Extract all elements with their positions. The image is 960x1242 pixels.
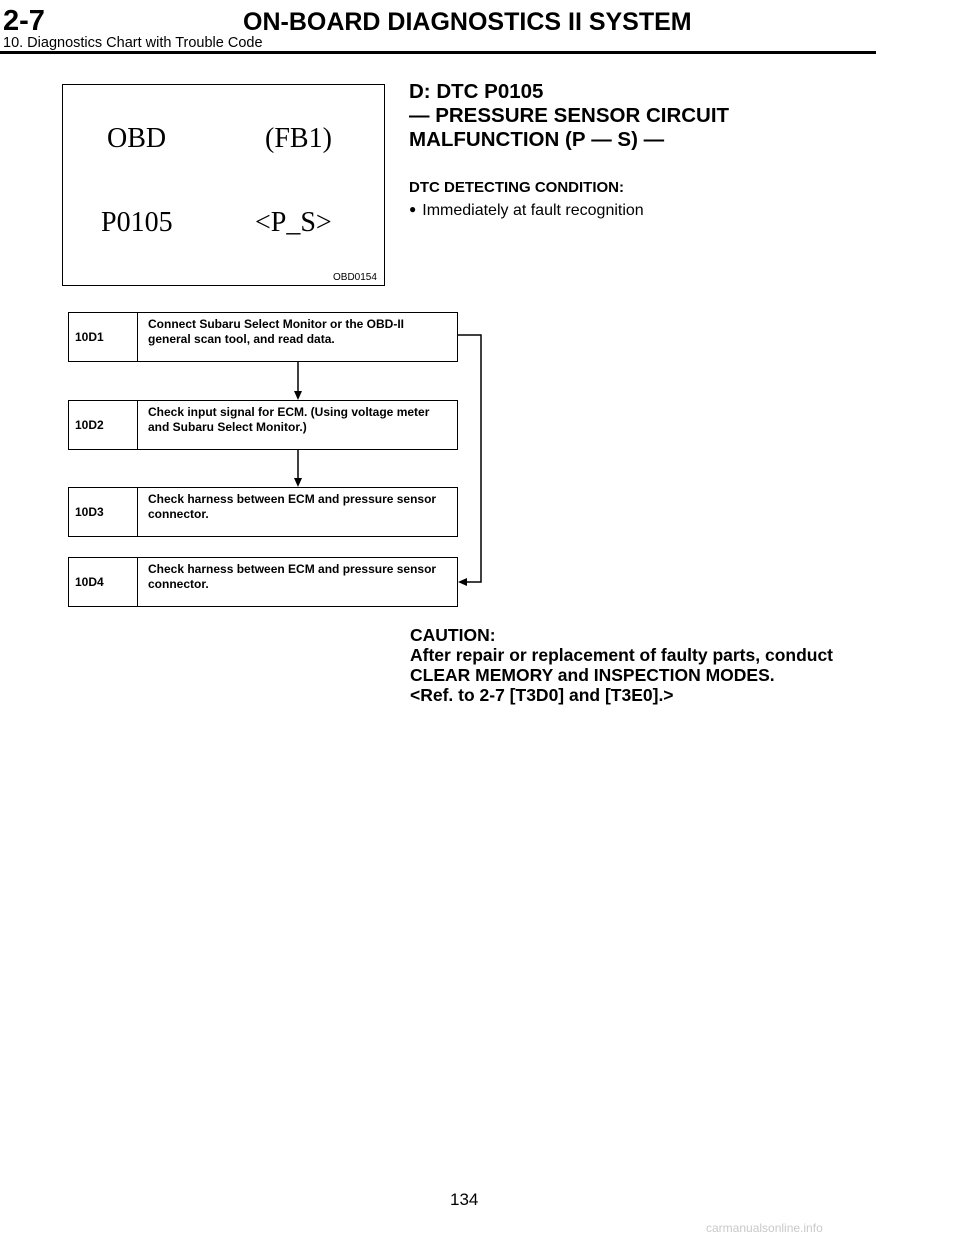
bullet-icon: ● (409, 202, 417, 216)
step-text: Connect Subaru Select Monitor or the OBD-II general scan tool, and read data. (148, 317, 405, 346)
arrowhead-left-icon (458, 578, 467, 586)
section-title: ON-BOARD DIAGNOSTICS II SYSTEM (243, 8, 692, 36)
monitor-obd-label: OBD (107, 123, 167, 154)
watermark: carmanualsonline.info (706, 1221, 823, 1235)
step-id: 10D1 (69, 313, 138, 361)
step-text: Check input signal for ECM. (Using voltage meter and Subaru Select Monitor.) (148, 405, 430, 434)
arrowhead-down-icon (294, 478, 302, 487)
step-text: Check harness between ECM and pressure sensor connector. (148, 562, 437, 591)
page-number: 134 (450, 1190, 479, 1209)
dtc-title-line2: — PRESSURE SENSOR CIRCUIT (409, 104, 730, 127)
condition-heading: DTC DETECTING CONDITION: (409, 179, 624, 196)
subsection-title: 10. Diagnostics Chart with Trouble Code (3, 35, 263, 51)
caution-heading: CAUTION: (410, 625, 496, 645)
step-text: Check harness between ECM and pressure sensor connector. (148, 492, 437, 521)
dtc-title-line3: MALFUNCTION (P — S) — (409, 128, 665, 151)
monitor-dtc-code: P0105 (101, 207, 173, 238)
arrowhead-down-icon (294, 391, 302, 400)
caution-note (410, 625, 833, 705)
monitor-ps-label: <P_S> (255, 207, 332, 238)
step-id: 10D3 (69, 488, 138, 536)
step-id: 10D2 (69, 401, 138, 449)
dtc-title-line1: D: DTC P0105 (409, 80, 544, 103)
caution-body: After repair or replacement of faulty parts, conduct CLEAR MEMORY and INSPECTION MODES. <Ref. to 2-7 [T3D0] and [T3E0].> (410, 645, 834, 705)
section-number: 2-7 (3, 5, 45, 37)
condition-text: Immediately at fault recognition (422, 202, 644, 219)
figure-id: OBD0154 (333, 272, 377, 283)
arrow-10d1-10d4 (458, 335, 481, 582)
monitor-fb1-label: (FB1) (265, 123, 332, 154)
step-id: 10D4 (69, 558, 138, 606)
